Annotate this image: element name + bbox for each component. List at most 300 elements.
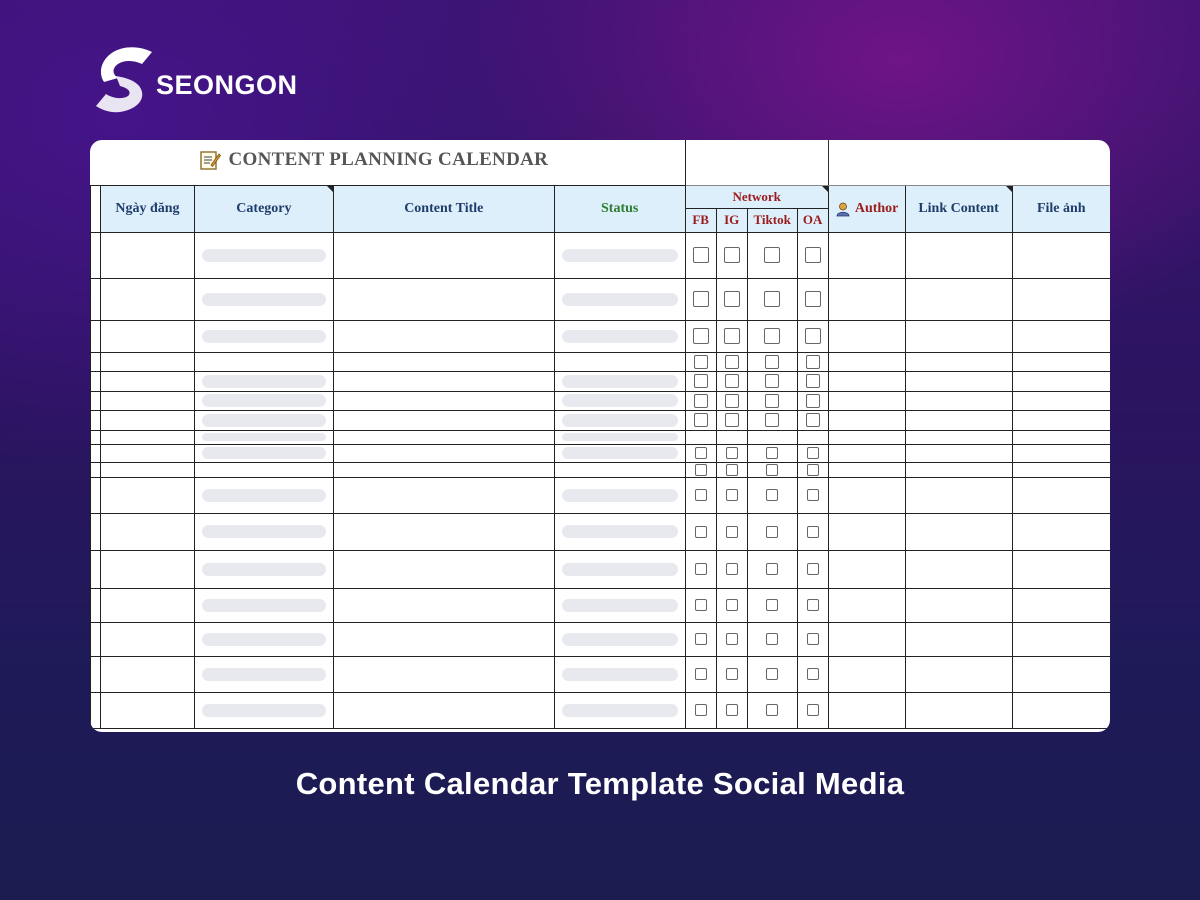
category-cell[interactable]: [194, 622, 333, 656]
network-fb-cell[interactable]: [685, 410, 716, 430]
category-dropdown-placeholder[interactable]: [202, 525, 326, 538]
status-dropdown-placeholder[interactable]: [562, 599, 678, 612]
author-cell[interactable]: [828, 278, 905, 320]
checkbox-oa[interactable]: [807, 668, 819, 680]
category-dropdown-placeholder[interactable]: [202, 489, 326, 502]
row-number-cell: [91, 462, 101, 477]
network-ig-cell[interactable]: [716, 371, 747, 391]
date-cell[interactable]: [100, 588, 194, 622]
file-image-cell[interactable]: [1012, 444, 1110, 462]
category-dropdown-placeholder[interactable]: [202, 599, 326, 612]
category-dropdown-placeholder[interactable]: [202, 293, 326, 306]
date-cell[interactable]: [100, 352, 194, 371]
header-network-ig[interactable]: [716, 208, 747, 232]
category-cell[interactable]: [194, 462, 333, 477]
link-content-cell[interactable]: [905, 371, 1012, 391]
link-content-cell[interactable]: [905, 622, 1012, 656]
network-oa-cell[interactable]: [797, 692, 828, 728]
author-cell[interactable]: [828, 622, 905, 656]
category-dropdown-placeholder[interactable]: [202, 414, 326, 427]
network-fb-cell[interactable]: [685, 462, 716, 477]
checkbox-oa[interactable]: [806, 355, 820, 369]
network-ig-cell[interactable]: [716, 352, 747, 371]
checkbox-tiktok[interactable]: [766, 489, 778, 501]
checkbox-fb[interactable]: [695, 633, 707, 645]
status-cell[interactable]: [554, 513, 685, 550]
checkbox-oa[interactable]: [807, 563, 819, 575]
network-fb-cell[interactable]: [685, 513, 716, 550]
status-dropdown-placeholder[interactable]: [562, 489, 678, 502]
network-tiktok-cell[interactable]: [747, 477, 797, 513]
checkbox-ig[interactable]: [724, 291, 740, 307]
author-cell[interactable]: [828, 430, 905, 444]
checkbox-fb[interactable]: [695, 599, 707, 611]
category-dropdown-placeholder[interactable]: [202, 375, 326, 388]
checkbox-tiktok[interactable]: [765, 355, 779, 369]
content-title-cell[interactable]: [333, 352, 554, 371]
link-content-cell[interactable]: [905, 656, 1012, 692]
content-title-cell[interactable]: [333, 656, 554, 692]
category-cell[interactable]: [194, 410, 333, 430]
file-image-cell[interactable]: [1012, 477, 1110, 513]
status-dropdown-placeholder[interactable]: [562, 668, 678, 681]
status-cell[interactable]: [554, 410, 685, 430]
checkbox-ig[interactable]: [726, 489, 738, 501]
checkbox-oa[interactable]: [807, 489, 819, 501]
checkbox-ig[interactable]: [725, 394, 739, 408]
checkbox-tiktok[interactable]: [766, 464, 778, 476]
checkbox-fb[interactable]: [695, 489, 707, 501]
date-cell[interactable]: [100, 692, 194, 728]
checkbox-ig[interactable]: [725, 374, 739, 388]
checkbox-tiktok[interactable]: [765, 394, 779, 408]
checkbox-tiktok[interactable]: [764, 247, 780, 263]
network-fb-cell[interactable]: [685, 622, 716, 656]
author-cell[interactable]: [828, 352, 905, 371]
date-cell[interactable]: [100, 656, 194, 692]
category-cell[interactable]: [194, 232, 333, 278]
checkbox-oa[interactable]: [806, 413, 820, 427]
network-oa-cell[interactable]: [797, 371, 828, 391]
category-dropdown-placeholder[interactable]: [202, 249, 326, 262]
link-content-cell[interactable]: [905, 391, 1012, 410]
author-cell[interactable]: [828, 444, 905, 462]
network-tiktok-cell[interactable]: [747, 232, 797, 278]
date-cell[interactable]: [100, 278, 194, 320]
link-content-cell[interactable]: [905, 410, 1012, 430]
network-fb-cell[interactable]: [685, 232, 716, 278]
link-content-cell[interactable]: [905, 477, 1012, 513]
category-dropdown-placeholder[interactable]: [202, 668, 326, 681]
category-cell[interactable]: [194, 352, 333, 371]
status-dropdown-placeholder[interactable]: [562, 447, 678, 459]
link-content-cell[interactable]: [905, 550, 1012, 588]
author-cell[interactable]: [828, 232, 905, 278]
header-status[interactable]: [554, 185, 685, 232]
content-title-cell[interactable]: [333, 444, 554, 462]
network-oa-cell[interactable]: [797, 232, 828, 278]
checkbox-ig[interactable]: [725, 413, 739, 427]
row-number-cell: [91, 550, 101, 588]
date-cell[interactable]: [100, 371, 194, 391]
caption: Content Calendar Template Social Media: [295, 766, 905, 801]
checkbox-oa[interactable]: [806, 374, 820, 388]
status-dropdown-placeholder[interactable]: [562, 414, 678, 427]
category-cell[interactable]: [194, 320, 333, 352]
file-image-cell[interactable]: [1012, 550, 1110, 588]
checkbox-oa[interactable]: [807, 599, 819, 611]
network-fb-cell[interactable]: [685, 477, 716, 513]
checkbox-fb[interactable]: [695, 526, 707, 538]
status-dropdown-placeholder[interactable]: [562, 433, 678, 441]
date-cell[interactable]: [100, 444, 194, 462]
checkbox-fb[interactable]: [695, 447, 707, 459]
content-title-cell[interactable]: [333, 430, 554, 444]
checkbox-ig[interactable]: [726, 447, 738, 459]
checkbox-fb[interactable]: [693, 328, 709, 344]
category-cell[interactable]: [194, 588, 333, 622]
content-title-cell[interactable]: [333, 410, 554, 430]
network-oa-cell[interactable]: [797, 462, 828, 477]
checkbox-ig[interactable]: [726, 633, 738, 645]
checkbox-oa[interactable]: [805, 247, 821, 263]
network-fb-cell[interactable]: [685, 550, 716, 588]
checkbox-ig[interactable]: [726, 464, 738, 476]
network-fb-cell[interactable]: [685, 588, 716, 622]
status-cell[interactable]: [554, 320, 685, 352]
file-image-cell[interactable]: [1012, 588, 1110, 622]
network-tiktok-cell[interactable]: [747, 430, 797, 444]
network-tiktok-cell[interactable]: [747, 462, 797, 477]
status-cell[interactable]: [554, 477, 685, 513]
status-cell[interactable]: [554, 278, 685, 320]
header-author[interactable]: [828, 185, 905, 232]
date-cell[interactable]: [100, 232, 194, 278]
network-tiktok-cell[interactable]: [747, 320, 797, 352]
header-date[interactable]: [100, 185, 194, 232]
status-cell[interactable]: [554, 232, 685, 278]
checkbox-oa[interactable]: [807, 704, 819, 716]
network-ig-cell[interactable]: [716, 477, 747, 513]
author-cell[interactable]: [828, 656, 905, 692]
network-ig-cell[interactable]: [716, 410, 747, 430]
file-image-cell[interactable]: [1012, 232, 1110, 278]
checkbox-tiktok[interactable]: [766, 633, 778, 645]
network-ig-cell[interactable]: [716, 278, 747, 320]
network-oa-cell[interactable]: [797, 588, 828, 622]
status-cell[interactable]: [554, 371, 685, 391]
link-content-cell[interactable]: [905, 278, 1012, 320]
file-image-cell[interactable]: [1012, 656, 1110, 692]
checkbox-oa[interactable]: [807, 464, 819, 476]
date-cell[interactable]: [100, 430, 194, 444]
network-ig-cell[interactable]: [716, 462, 747, 477]
network-tiktok-cell[interactable]: [747, 588, 797, 622]
status-dropdown-placeholder[interactable]: [562, 563, 678, 576]
header-link-content[interactable]: [905, 185, 1012, 232]
content-title-cell[interactable]: [333, 232, 554, 278]
checkbox-tiktok[interactable]: [766, 599, 778, 611]
status-cell[interactable]: [554, 656, 685, 692]
network-fb-cell[interactable]: [685, 352, 716, 371]
status-cell[interactable]: [554, 622, 685, 656]
checkbox-tiktok[interactable]: [766, 704, 778, 716]
network-oa-cell[interactable]: [797, 352, 828, 371]
checkbox-tiktok[interactable]: [765, 413, 779, 427]
link-content-cell[interactable]: [905, 232, 1012, 278]
network-oa-cell[interactable]: [797, 622, 828, 656]
table-row: [91, 320, 1111, 352]
file-image-cell[interactable]: [1012, 391, 1110, 410]
network-tiktok-cell[interactable]: [747, 410, 797, 430]
checkbox-oa[interactable]: [807, 526, 819, 538]
category-dropdown-placeholder[interactable]: [202, 433, 326, 441]
link-content-cell[interactable]: [905, 320, 1012, 352]
checkbox-fb[interactable]: [695, 668, 707, 680]
network-tiktok-cell[interactable]: [747, 550, 797, 588]
checkbox-tiktok[interactable]: [764, 328, 780, 344]
checkbox-ig[interactable]: [726, 668, 738, 680]
network-fb-cell[interactable]: [685, 391, 716, 410]
network-ig-cell[interactable]: [716, 588, 747, 622]
checkbox-ig[interactable]: [724, 247, 740, 263]
category-cell[interactable]: [194, 430, 333, 444]
link-content-cell[interactable]: [905, 444, 1012, 462]
network-oa-cell[interactable]: [797, 278, 828, 320]
link-content-cell[interactable]: [905, 462, 1012, 477]
network-oa-cell[interactable]: [797, 320, 828, 352]
network-tiktok-cell[interactable]: [747, 444, 797, 462]
checkbox-fb[interactable]: [693, 247, 709, 263]
network-fb-cell[interactable]: [685, 656, 716, 692]
header-network-tiktok[interactable]: [747, 208, 797, 232]
network-ig-cell[interactable]: [716, 692, 747, 728]
link-content-cell[interactable]: [905, 513, 1012, 550]
content-title-cell[interactable]: [333, 320, 554, 352]
status-dropdown-placeholder[interactable]: [562, 375, 678, 388]
status-cell[interactable]: [554, 430, 685, 444]
checkbox-tiktok[interactable]: [766, 447, 778, 459]
date-cell[interactable]: [100, 391, 194, 410]
network-oa-cell[interactable]: [797, 430, 828, 444]
checkbox-fb[interactable]: [695, 563, 707, 575]
network-tiktok-cell[interactable]: [747, 371, 797, 391]
network-fb-cell[interactable]: [685, 278, 716, 320]
category-dropdown-placeholder[interactable]: [202, 704, 326, 717]
file-image-cell[interactable]: [1012, 430, 1110, 444]
checkbox-fb[interactable]: [694, 355, 708, 369]
file-image-cell[interactable]: [1012, 410, 1110, 430]
network-tiktok-cell[interactable]: [747, 391, 797, 410]
network-tiktok-cell[interactable]: [747, 656, 797, 692]
network-oa-cell[interactable]: [797, 410, 828, 430]
category-cell[interactable]: [194, 278, 333, 320]
checkbox-tiktok[interactable]: [766, 563, 778, 575]
network-oa-cell[interactable]: [797, 444, 828, 462]
author-cell[interactable]: [828, 513, 905, 550]
header-network[interactable]: [685, 185, 828, 208]
content-title-cell[interactable]: [333, 622, 554, 656]
author-cell[interactable]: [828, 410, 905, 430]
status-cell[interactable]: [554, 588, 685, 622]
network-tiktok-cell[interactable]: [747, 352, 797, 371]
network-ig-cell[interactable]: [716, 656, 747, 692]
author-cell[interactable]: [828, 692, 905, 728]
file-image-cell[interactable]: [1012, 320, 1110, 352]
network-ig-cell[interactable]: [716, 513, 747, 550]
checkbox-oa[interactable]: [807, 447, 819, 459]
network-fb-cell[interactable]: [685, 371, 716, 391]
link-content-cell[interactable]: [905, 352, 1012, 371]
checkbox-ig[interactable]: [726, 704, 738, 716]
status-cell[interactable]: [554, 352, 685, 371]
status-cell[interactable]: [554, 444, 685, 462]
file-image-cell[interactable]: [1012, 462, 1110, 477]
header-category[interactable]: [194, 185, 333, 232]
checkbox-fb[interactable]: [695, 464, 707, 476]
checkbox-ig[interactable]: [726, 526, 738, 538]
file-image-cell[interactable]: [1012, 371, 1110, 391]
link-content-cell[interactable]: [905, 430, 1012, 444]
checkbox-oa[interactable]: [806, 394, 820, 408]
network-oa-cell[interactable]: [797, 477, 828, 513]
network-ig-cell[interactable]: [716, 444, 747, 462]
content-title-cell[interactable]: [333, 588, 554, 622]
file-image-cell[interactable]: [1012, 622, 1110, 656]
author-cell[interactable]: [828, 588, 905, 622]
network-oa-cell[interactable]: [797, 513, 828, 550]
category-cell[interactable]: [194, 371, 333, 391]
status-cell[interactable]: [554, 462, 685, 477]
network-fb-cell[interactable]: [685, 444, 716, 462]
date-cell[interactable]: [100, 462, 194, 477]
author-cell[interactable]: [828, 371, 905, 391]
category-cell[interactable]: [194, 692, 333, 728]
category-cell[interactable]: [194, 477, 333, 513]
checkbox-oa[interactable]: [807, 633, 819, 645]
category-cell[interactable]: [194, 444, 333, 462]
checkbox-ig[interactable]: [724, 328, 740, 344]
date-cell[interactable]: [100, 513, 194, 550]
header-content-title[interactable]: [333, 185, 554, 232]
date-cell[interactable]: [100, 410, 194, 430]
link-content-cell[interactable]: [905, 588, 1012, 622]
checkbox-ig[interactable]: [726, 599, 738, 611]
network-ig-cell[interactable]: [716, 550, 747, 588]
network-oa-cell[interactable]: [797, 391, 828, 410]
network-oa-cell[interactable]: [797, 550, 828, 588]
checkbox-oa[interactable]: [805, 291, 821, 307]
network-oa-cell[interactable]: [797, 656, 828, 692]
author-cell[interactable]: [828, 462, 905, 477]
checkbox-tiktok[interactable]: [766, 668, 778, 680]
checkbox-fb[interactable]: [694, 413, 708, 427]
date-cell[interactable]: [100, 550, 194, 588]
file-image-cell[interactable]: [1012, 692, 1110, 728]
category-dropdown-placeholder[interactable]: [202, 563, 326, 576]
checkbox-fb[interactable]: [694, 394, 708, 408]
link-content-cell[interactable]: [905, 692, 1012, 728]
checkbox-oa[interactable]: [805, 328, 821, 344]
file-image-cell[interactable]: [1012, 352, 1110, 371]
network-ig-cell[interactable]: [716, 391, 747, 410]
checkbox-fb[interactable]: [694, 374, 708, 388]
category-dropdown-placeholder[interactable]: [202, 447, 326, 459]
status-dropdown-placeholder[interactable]: [562, 394, 678, 407]
author-cell[interactable]: [828, 391, 905, 410]
checkbox-tiktok[interactable]: [766, 526, 778, 538]
checkbox-fb[interactable]: [695, 704, 707, 716]
date-cell[interactable]: [100, 477, 194, 513]
network-ig-cell[interactable]: [716, 622, 747, 656]
status-dropdown-placeholder[interactable]: [562, 633, 678, 646]
content-title-cell[interactable]: [333, 550, 554, 588]
category-cell[interactable]: [194, 550, 333, 588]
checkbox-tiktok[interactable]: [765, 374, 779, 388]
status-dropdown-placeholder[interactable]: [562, 249, 678, 262]
category-cell[interactable]: [194, 513, 333, 550]
status-dropdown-placeholder[interactable]: [562, 704, 678, 717]
category-dropdown-placeholder[interactable]: [202, 394, 326, 407]
content-title-cell[interactable]: [333, 391, 554, 410]
category-cell[interactable]: [194, 656, 333, 692]
content-title-cell[interactable]: [333, 278, 554, 320]
network-tiktok-cell[interactable]: [747, 513, 797, 550]
date-cell[interactable]: [100, 320, 194, 352]
network-ig-cell[interactable]: [716, 232, 747, 278]
network-fb-cell[interactable]: [685, 692, 716, 728]
content-title-cell[interactable]: [333, 462, 554, 477]
file-image-cell[interactable]: [1012, 513, 1110, 550]
status-cell[interactable]: [554, 391, 685, 410]
status-cell[interactable]: [554, 550, 685, 588]
network-ig-cell[interactable]: [716, 430, 747, 444]
content-title-cell[interactable]: [333, 513, 554, 550]
checkbox-ig[interactable]: [725, 355, 739, 369]
category-cell[interactable]: [194, 391, 333, 410]
file-image-cell[interactable]: [1012, 278, 1110, 320]
table-row: [91, 588, 1111, 622]
network-ig-cell[interactable]: [716, 320, 747, 352]
network-tiktok-cell[interactable]: [747, 622, 797, 656]
status-dropdown-placeholder[interactable]: [562, 330, 678, 343]
header-network-fb[interactable]: [685, 208, 716, 232]
checkbox-fb[interactable]: [693, 291, 709, 307]
date-cell[interactable]: [100, 622, 194, 656]
status-dropdown-placeholder[interactable]: [562, 525, 678, 538]
content-title-cell[interactable]: [333, 692, 554, 728]
network-tiktok-cell[interactable]: [747, 278, 797, 320]
category-dropdown-placeholder[interactable]: [202, 330, 326, 343]
author-cell[interactable]: [828, 550, 905, 588]
author-cell[interactable]: [828, 477, 905, 513]
content-title-cell[interactable]: [333, 371, 554, 391]
status-dropdown-placeholder[interactable]: [562, 293, 678, 306]
network-fb-cell[interactable]: [685, 430, 716, 444]
status-cell[interactable]: [554, 692, 685, 728]
checkbox-ig[interactable]: [726, 563, 738, 575]
table-row: [91, 371, 1111, 391]
network-fb-cell[interactable]: [685, 320, 716, 352]
checkbox-tiktok[interactable]: [764, 291, 780, 307]
content-title-cell[interactable]: [333, 477, 554, 513]
author-cell[interactable]: [828, 320, 905, 352]
header-network-oa[interactable]: [797, 208, 828, 232]
header-file-image[interactable]: [1012, 185, 1110, 232]
category-dropdown-placeholder[interactable]: [202, 633, 326, 646]
memo-icon: [199, 149, 221, 171]
network-tiktok-cell[interactable]: [747, 692, 797, 728]
